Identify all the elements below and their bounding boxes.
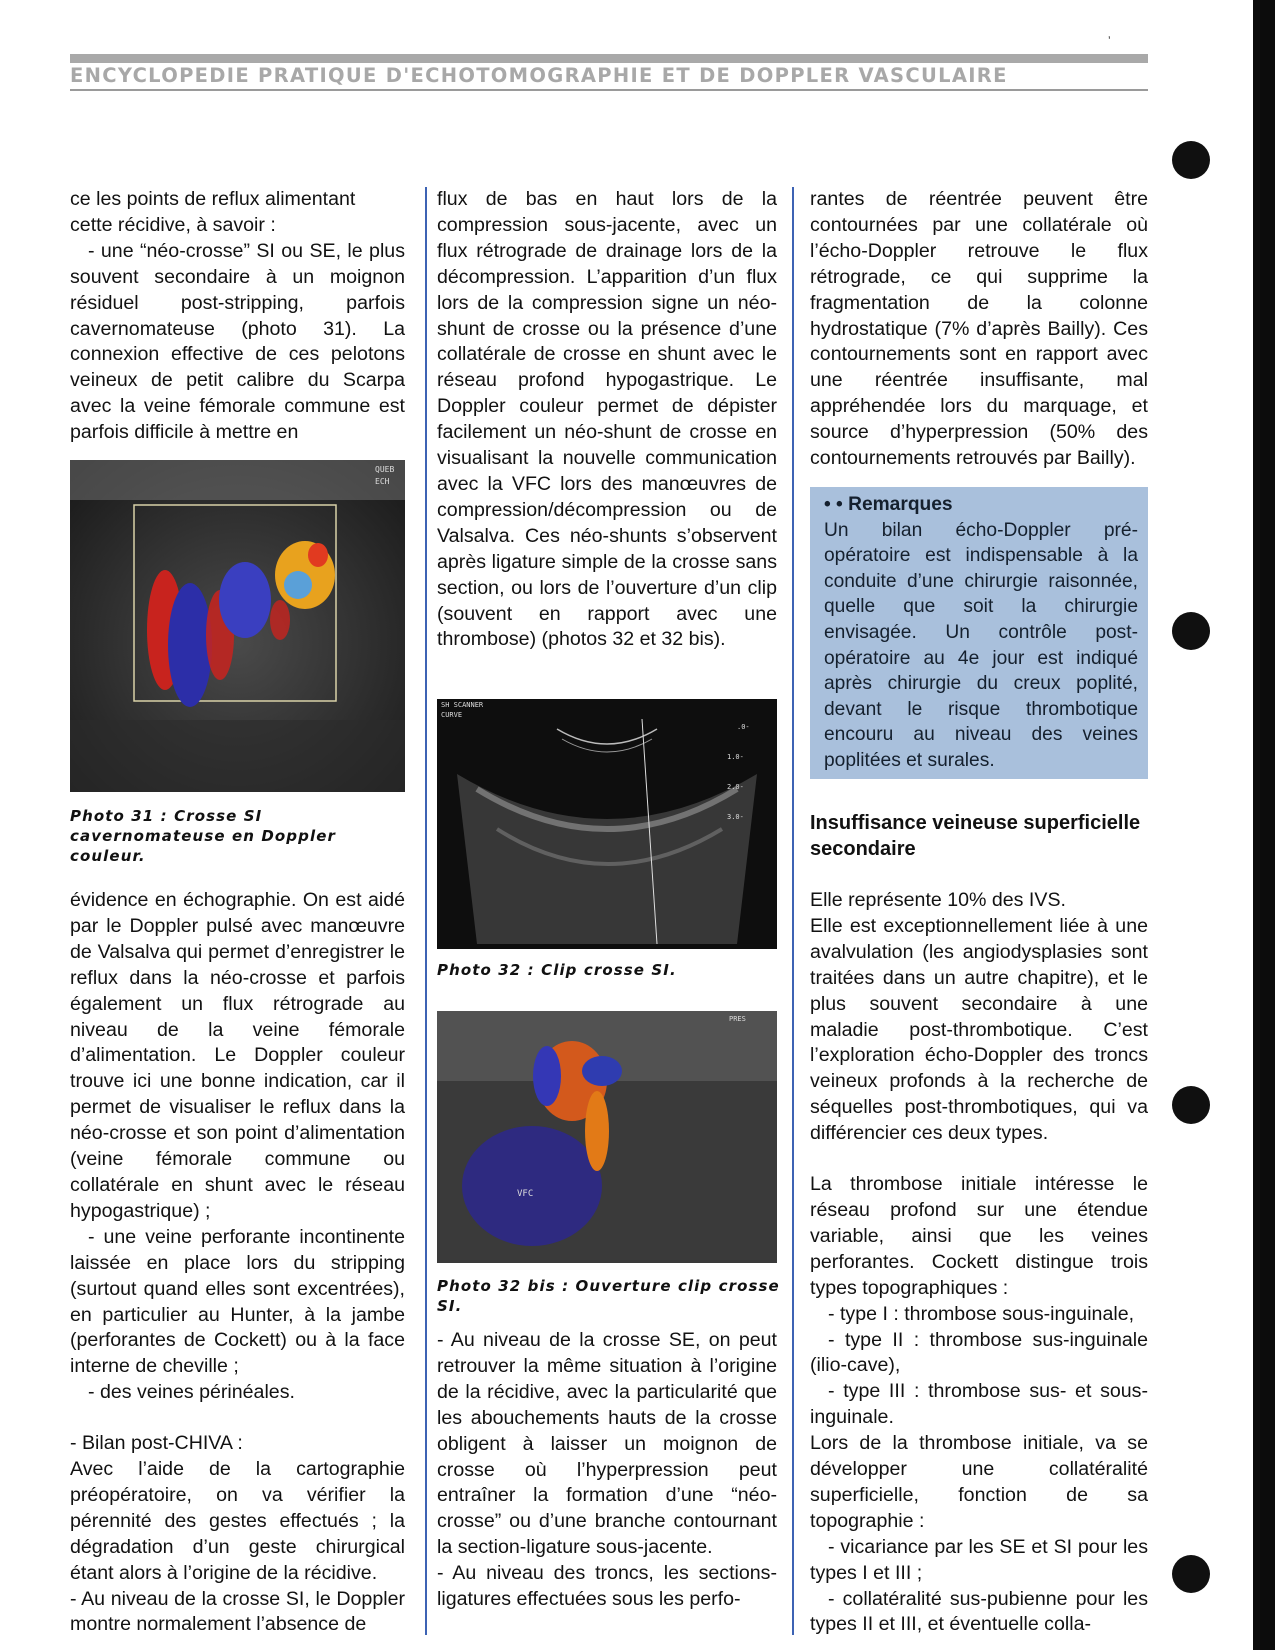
pen-mark: ʼ (1108, 34, 1111, 48)
paragraph: Lors de la thrombose initiale, va se développer une collatéralité superficielle, fonction de sa topographie : (810, 1432, 1148, 1532)
punch-hole-icon (1172, 141, 1210, 179)
header-bar (70, 54, 1148, 63)
section-heading: Insuffisance veineuse superficielle secondaire (810, 812, 1141, 860)
column1-bottom-text (70, 888, 405, 1638)
column1-top-text (70, 187, 405, 446)
photo-32bis-doppler-image (437, 1011, 777, 1263)
column-divider (425, 187, 427, 1635)
list-item: - collatéralité sus-pubienne pour les types II et III, et éventuelle colla- (810, 1587, 1148, 1636)
paragraph: Elle est exceptionnellement liée à une avalvulation (les angiodysplasies sont traitées dans un autre chapitre), et le plus souvent secondaire à une maladie post-thrombotique. C’est l’exploration écho-Doppler des troncs veineux profonds à la recherche de séquelles post-thrombotiques, qui va différencier ces deux types. (810, 914, 1148, 1145)
svg-text:2.0-: 2.0- (727, 783, 744, 791)
column3-bottom-text (810, 888, 1148, 1638)
paragraph: rantes de réentrée peuvent être contournées par une collatérale où l’écho-Doppler retrouve le flux rétrograde, ce qui supprime la fragmentation de la colonne hydrostatique (7% d’après Bailly). Ces contournements sont en rapport avec une réentrée insuffisante, mal appréhendée lors du marquage, et source d’hyperpression (50% des contournements retrouvés par Bailly). (810, 188, 1148, 470)
photo-32-ultrasound-image (437, 699, 777, 949)
column3-top-text (810, 187, 1148, 472)
paragraph: Elle représente 10% des IVS. (810, 889, 1066, 911)
svg-text:1.0-: 1.0- (727, 753, 744, 761)
paragraph-title: - Bilan post-CHIVA : (70, 1432, 243, 1455)
remarks-box (810, 487, 1148, 779)
list-item: - type III : thrombose sus- et sous-inguinale. (810, 1380, 1148, 1429)
running-header: ENCYCLOPEDIE PRATIQUE D'ECHOTOMOGRAPHIE ET DE DOPPLER VASCULAIRE (70, 64, 1008, 87)
paragraph: - une veine perforante incontinente laissée en place lors du stripping (surtout quand elles sont excentrées), en particulier au Hunter, à la jambe (perforantes de Cockett) ou à la face interne de cheville ; (70, 1225, 405, 1378)
binder-edge (1253, 0, 1275, 1650)
remarks-text: Un bilan écho-Doppler pré-opératoire est indispensable à la conduite d’une chirurgie raisonnée, quelle que soit la chirurgie envisagée. Un contrôle post-opératoire au 4e jour est indiqué après chirurgie du creux poplité, devant le risque thrombotique encouru au niveau des veines poplitées et surales. (824, 519, 1138, 771)
text-line: ce les points de reflux alimentant (70, 188, 356, 210)
punch-hole-icon (1172, 1555, 1210, 1593)
photo-32-caption: Photo 32 : Clip crosse SI. (437, 961, 677, 979)
paragraph: flux de bas en haut lors de la compression sous-jacente, avec un flux rétrograde de drainage lors de la décompression. L’apparition d’un flux lors de la compression signe un néo-shunt de crosse ou la présence d’une collatérale de crosse en shunt avec le réseau profond hypogastrique. Le Doppler couleur permet de dépister facilement un néo-shunt de crosse en visualisant la nouvelle communication avec la VFC lors des manœuvres de compression/décompression ou de Valsalva. Ces néo-shunts s’observent après ligature simple de la crosse sans section, ou lors de l’ouverture d’un clip (souvent en rapport avec une thrombose) (photos 32 et 32 bis). (437, 188, 777, 651)
header-rule (70, 89, 1148, 91)
svg-text:VFC: VFC (517, 1189, 534, 1199)
text-line: cette récidive, à savoir : (70, 213, 276, 236)
paragraph: La thrombose initiale intéresse le réseau profond sur une étendue variable, ainsi que les veines perforantes. Cockett distingue trois types topographiques : (810, 1173, 1148, 1299)
svg-text:SH SCANNER: SH SCANNER (441, 701, 484, 709)
list-item: - vicariance par les SE et SI pour les types I et III ; (810, 1535, 1148, 1584)
paragraph: - des veines périnéales. (88, 1381, 295, 1404)
photo-32bis-caption: Photo 32 bis : Ouverture clip crosse SI. (437, 1277, 780, 1315)
column-divider (792, 187, 794, 1635)
column2-top-text (437, 187, 777, 653)
list-item: - type I : thrombose sous-inguinale, (828, 1302, 1135, 1325)
paragraph: - Au niveau de la crosse SI, le Doppler montre normalement l’absence de (70, 1587, 405, 1636)
remarks-title: • • Remarques (824, 494, 953, 515)
punch-hole-icon (1172, 1086, 1210, 1124)
svg-text:QUEB: QUEB (375, 465, 395, 474)
svg-text:.0-: .0- (737, 723, 750, 731)
svg-text:ECH: ECH (375, 477, 390, 486)
column2-bottom-text (437, 1328, 777, 1613)
punch-hole-icon (1172, 612, 1210, 650)
paragraph: - Au niveau de la crosse SE, on peut retrouver la même situation à l’origine de la récidive, avec la particularité que les abouchements hauts de la crosse obligent à laisser un moignon de crosse où l’hyperpression peut entraîner la formation d’une “néo-crosse” ou d’une branche contournant la section-ligature sous-jacente. (437, 1329, 777, 1559)
photo-31-doppler-image (70, 460, 405, 792)
paragraph: évidence en échographie. On est aidé par le Doppler pulsé avec manœuvre de Valsalva qui permet d’enregistrer le reflux dans la néo-crosse et parfois également un flux rétrograde au niveau de la veine fémorale d’alimentation. Le Doppler couleur trouve ici une bonne indication, car il permet de visualiser le reflux dans la néo-crosse et son point d’alimentation (veine fémorale commune ou collatérale en shunt avec le réseau hypogastrique) ; (70, 889, 405, 1222)
paragraph: - Au niveau des troncs, les sections-ligatures effectuées sous les perfo- (437, 1562, 777, 1611)
svg-text:PRES: PRES (729, 1015, 746, 1023)
svg-text:3.0-: 3.0- (727, 813, 744, 821)
list-item: - type II : thrombose sus-inguinale (ilio-cave), (810, 1328, 1148, 1377)
photo-31-caption: Photo 31 : Crosse SI cavernomateuse en Doppler couleur. (70, 807, 336, 865)
paragraph: Avec l’aide de la cartographie préopératoire, on va vérifier la pérennité des gestes effectués ; la dégradation d’un geste chirurgical étant alors à l’origine de la récidive. (70, 1458, 405, 1584)
svg-text:CURVE: CURVE (441, 711, 463, 719)
paragraph: - une “néo-crosse” SI ou SE, le plus souvent secondaire à un moignon résiduel post-stripping, parfois cavernomateuse (photo 31). La connexion effective de ces pelotons veineux de petit calibre du Scarpa avec la veine fémorale commune est parfois difficile à mettre en (70, 239, 405, 444)
